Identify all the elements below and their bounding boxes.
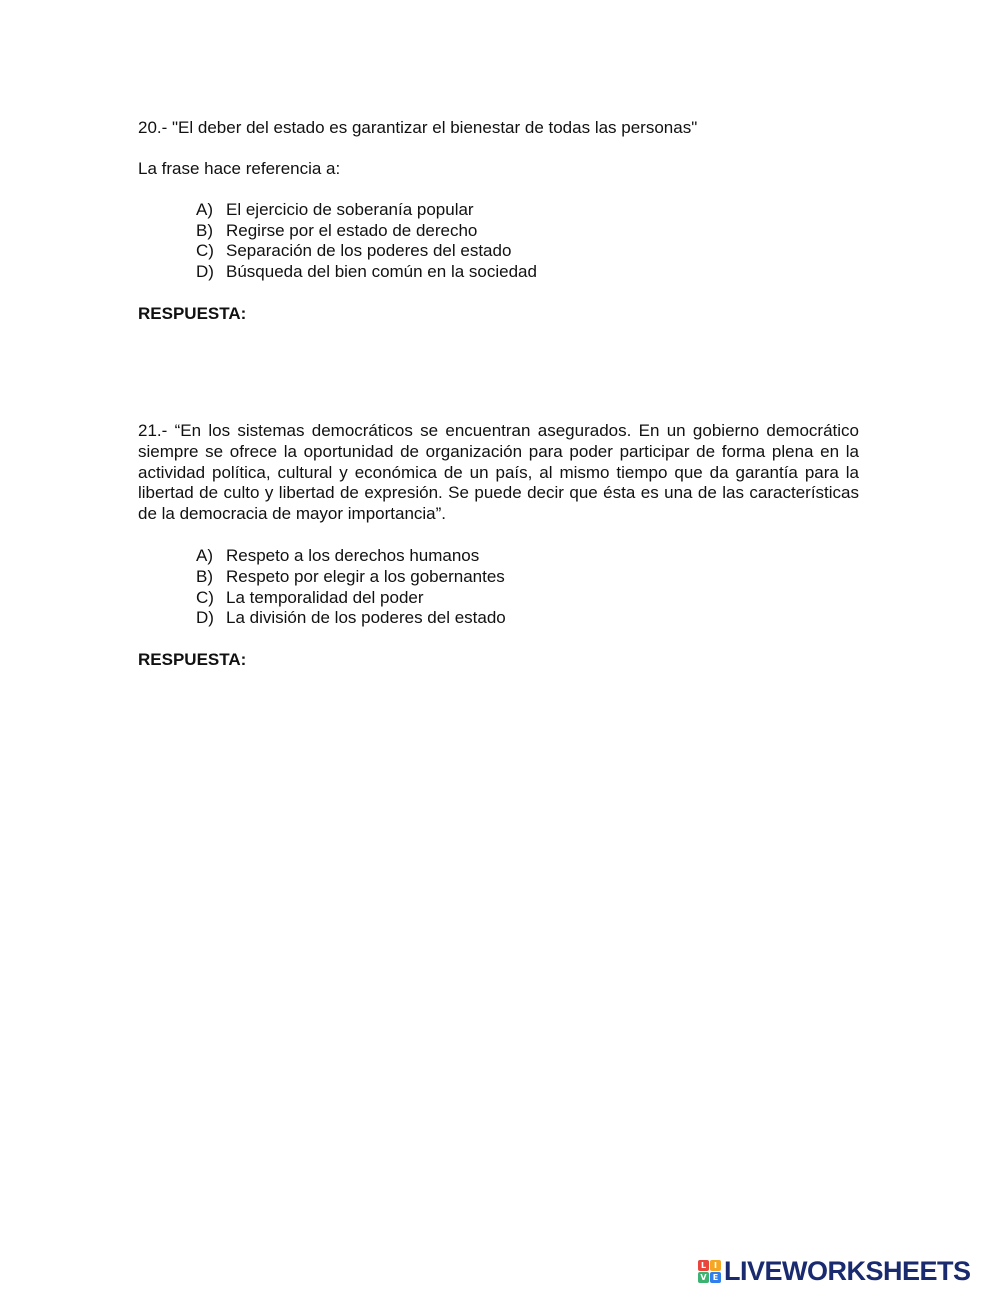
option-text: El ejercicio de soberanía popular: [226, 200, 474, 219]
q20-answer-label: RESPUESTA:: [138, 304, 247, 323]
q21-answer-label: RESPUESTA:: [138, 650, 247, 669]
logo-letter-l: L: [698, 1260, 709, 1271]
q21-option-c: [196, 587, 424, 608]
option-text: La división de los poderes del estado: [226, 608, 506, 627]
option-text: La temporalidad del poder: [226, 588, 424, 607]
logo-letter-v: V: [698, 1272, 709, 1283]
q20-option-c: [196, 240, 511, 261]
q20-option-d: [196, 261, 537, 282]
option-letter: A): [196, 546, 213, 565]
q21-option-a: [196, 545, 479, 566]
logo-letter-e: E: [710, 1272, 721, 1283]
q21-option-b: [196, 566, 505, 587]
option-letter: C): [196, 241, 214, 260]
q20-option-a: [196, 199, 474, 220]
question-20-text: 20.- "El deber del estado es garantizar el bienestar de todas las personas": [138, 118, 698, 137]
option-letter: B): [196, 221, 213, 240]
question-20-prompt: La frase hace referencia a:: [138, 159, 341, 178]
option-letter: B): [196, 567, 213, 586]
option-letter: C): [196, 588, 214, 607]
liveworksheets-logo: [698, 1256, 971, 1286]
option-text: Regirse por el estado de derecho: [226, 221, 478, 240]
option-text: Respeto por elegir a los gobernantes: [226, 567, 505, 586]
option-text: Respeto a los derechos humanos: [226, 546, 480, 565]
option-letter: D): [196, 608, 214, 627]
logo-wordmark: LIVEWORKSHEETS: [724, 1256, 971, 1286]
logo-letter-i: I: [710, 1260, 721, 1271]
q20-option-b: [196, 220, 477, 241]
option-text: Separación de los poderes del estado: [226, 241, 512, 260]
logo-icon: [698, 1260, 721, 1283]
option-letter: D): [196, 262, 214, 281]
option-text: Búsqueda del bien común en la sociedad: [226, 262, 537, 281]
question-21-text: 21.- “En los sistemas democráticos se encuentran asegurados. En un gobierno democrático siempre se ofrece la oportunidad de organización para poder participar de forma plena en la actividad política, cultural y económica de un país, al mismo tiempo que da garantía para la libertad de culto y libertad de expresión. Se puede decir que ésta es una de las características de la democracia de mayor importancia”.: [138, 421, 859, 524]
q21-option-d: [196, 607, 506, 628]
option-letter: A): [196, 200, 213, 219]
